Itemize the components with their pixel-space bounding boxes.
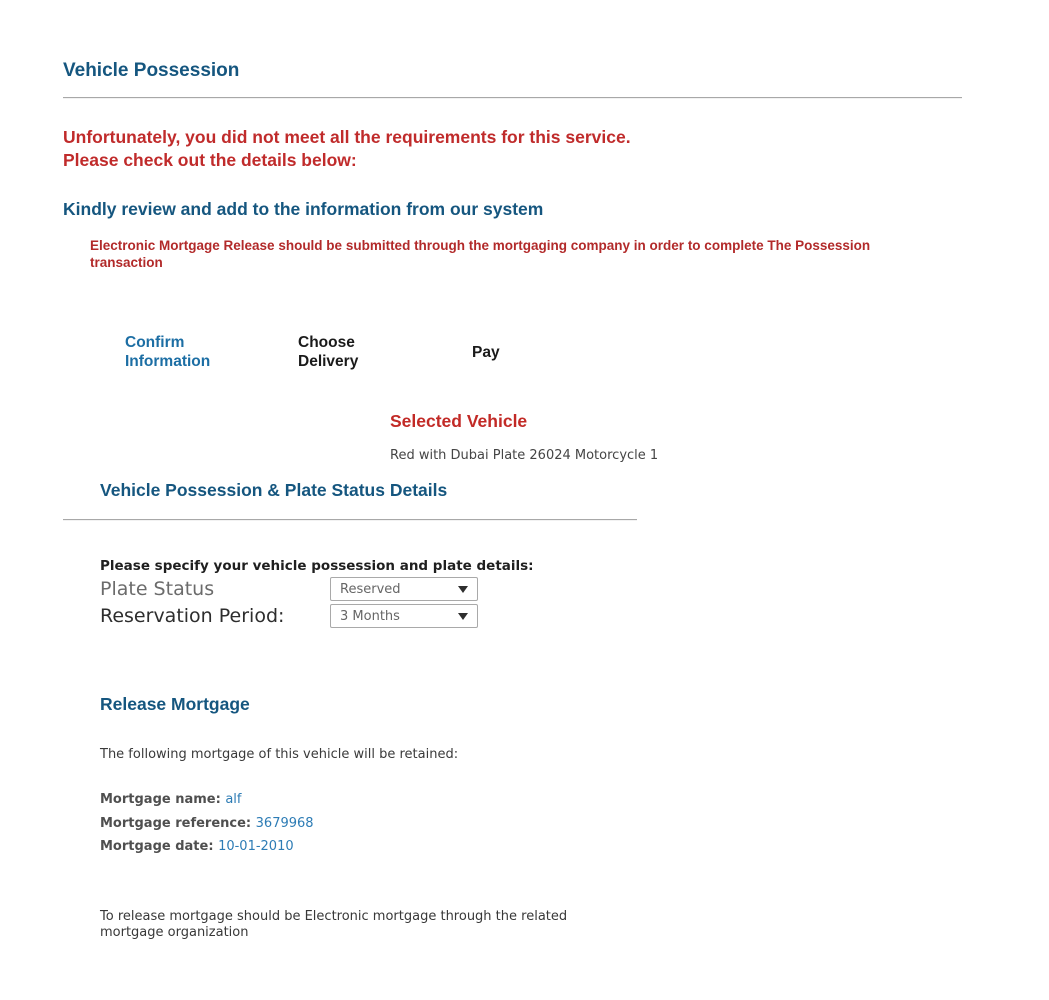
step-pay-label: Pay [472,343,500,361]
step-choose-delivery-label: Choose Delivery [298,334,359,370]
reservation-period-value: 3 Months [340,608,400,624]
requirements-alert [63,126,1049,172]
step-pay [472,343,500,362]
selected-vehicle-section [390,411,1049,463]
plate-status-value: Reserved [340,581,401,597]
mortgage-date-row [100,835,1049,859]
requirements-alert-line2: Please check out the details below: [63,150,357,170]
requirements-alert-line1: Unfortunately, you did not meet all the requirements for this service. [63,127,631,147]
review-heading: Kindly review and add to the information from our system [63,199,544,219]
reservation-period-label: Reservation Period: [100,605,285,627]
plate-status-row [100,577,1049,601]
step-confirm-information[interactable] [125,333,298,371]
release-mortgage-intro: The following mortgage of this vehicle will be retained: [100,747,459,762]
page-title: Vehicle Possession [63,60,240,81]
dropdown-arrow-icon [458,613,468,620]
plate-details-divider [63,519,637,521]
plate-status-label: Plate Status [100,578,215,600]
reservation-period-row [100,604,1049,628]
top-divider [63,97,962,99]
mortgage-name-label: Mortgage name: [100,792,226,807]
mortgage-release-message: Electronic Mortgage Release should be submitted through the mortgaging company in order to complete The Possession transaction [90,238,871,270]
dropdown-arrow-icon [458,586,468,593]
plate-status-select[interactable] [330,577,478,601]
release-mortgage-heading: Release Mortgage [100,694,250,714]
mortgage-name-value: alf [225,792,242,807]
selected-vehicle-description: Red with Dubai Plate 26024 Motorcycle 1 [390,448,659,463]
mortgage-reference-label: Mortgage reference: [100,815,256,831]
step-choose-delivery [298,333,472,371]
mortgage-name-row [100,788,1049,812]
mortgage-details [100,788,1049,859]
selected-vehicle-heading: Selected Vehicle [390,411,528,431]
mortgage-reference-value: 3679968 [255,815,314,831]
mortgage-date-value: 10-01-2010 [218,839,294,854]
mortgage-reference-row [100,812,1049,836]
release-mortgage-note: To release mortgage should be Electronic mortgage through the related mortgage organization [100,908,568,940]
plate-details-instruction: Please specify your vehicle possession and plate details: [100,558,534,574]
reservation-period-select[interactable] [330,604,478,628]
mortgage-date-label: Mortgage date: [100,839,219,854]
wizard-steps [125,333,1049,371]
plate-details-heading: Vehicle Possession & Plate Status Details [100,480,448,500]
step-confirm-information-label: Confirm Information [125,334,211,370]
